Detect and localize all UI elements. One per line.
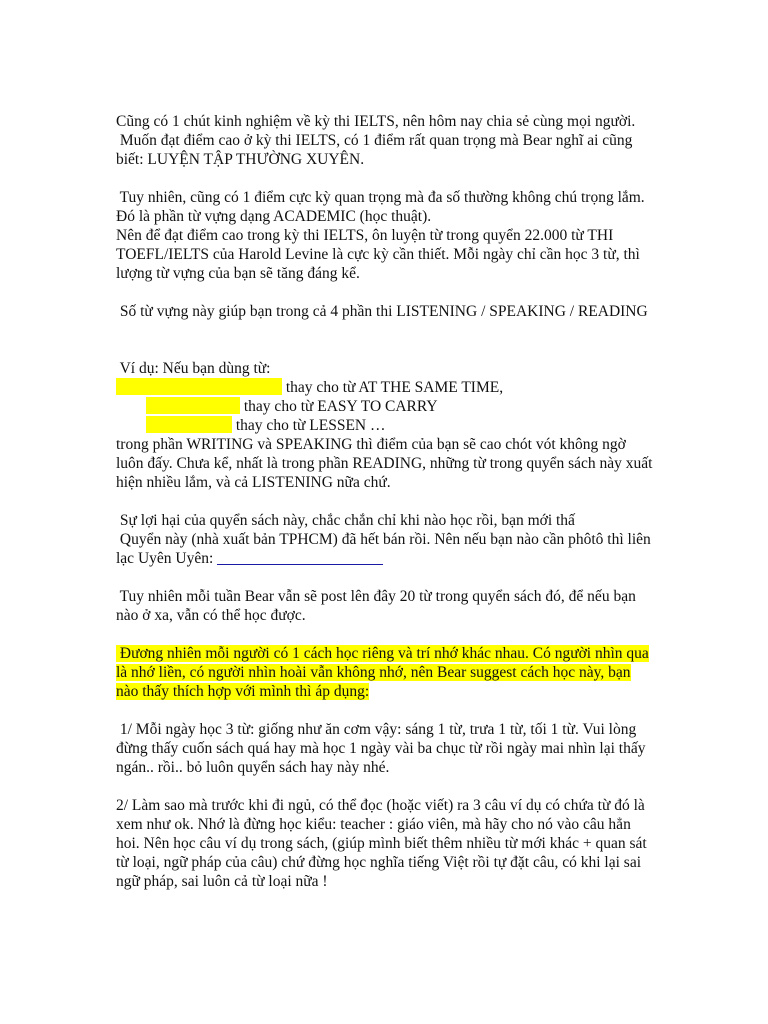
text-line: 2/ Làm sao mà trước khi đi ngủ, có thể đọc (hoặc viết) ra 3 câu ví dụ có chứa từ đó là [116, 797, 645, 814]
text-line: Đó là phần từ vựng dạng ACADEMIC (học thuật). [116, 208, 432, 225]
text-line: Tuy nhiên mỗi tuần Bear vẫn sẽ post lên đây 20 từ trong quyển sách đó, để nếu bạn [116, 588, 636, 605]
highlighted-line: Đương nhiên mỗi người có 1 cách học riêng và trí nhớ khác nhau. Có người nhìn qua [116, 645, 649, 662]
text-line: ngữ pháp, sai luôn cả từ loại nữa ! [116, 873, 328, 890]
highlighted-line: nào thấy thích hợp với mình thì áp dụng: [116, 683, 370, 700]
text-line: luôn đấy. Chưa kể, nhất là trong phần READING, những từ trong quyển sách này xuất [116, 455, 653, 472]
text-line: hoi. Nên học câu ví dụ trong sách, (giúp mình biết thêm nhiều từ mới khác + quan sát [116, 835, 647, 852]
text-line: từ loại, ngữ pháp của câu) chứ đừng học nghĩa tiếng Việt rồi tự đặt câu, có khi lại sai [116, 854, 642, 871]
text-line: đừng thấy cuốn sách quá hay mà học 1 ngày vài ba chục từ rồi ngày mai nhìn lại thấy [116, 740, 646, 757]
text-line: Số từ vựng này giúp bạn trong cả 4 phần thi LISTENING / SPEAKING / READING [116, 303, 648, 320]
text-line: nào ở xa, vẫn có thể học được. [116, 607, 306, 624]
paragraph-gap [116, 701, 746, 720]
paragraph-gap [116, 777, 746, 796]
text-line: Ví dụ: Nếu bạn dùng từ: [116, 360, 271, 377]
highlighted-blank [146, 416, 232, 433]
text-line: Nên để đạt điểm cao trong kỳ thi IELTS, ôn luyện từ trong quyển 22.000 từ THI [116, 227, 614, 244]
example-item: thay cho từ EASY TO CARRY [116, 397, 746, 416]
highlighted-blank [146, 397, 240, 414]
text-line: Quyển này (nhà xuất bản TPHCM) đã hết bán rồi. Nên nếu bạn nào cần phôtô thì liên [116, 531, 651, 548]
text-line: TOEFL/IELTS của Harold Levine là cực kỳ cần thiết. Mỗi ngày chỉ cần học 3 từ, thì [116, 246, 640, 263]
weekly-paragraph [116, 587, 746, 625]
paragraph-gap [116, 283, 746, 302]
benefit-paragraph [116, 511, 746, 568]
paragraph-gap [116, 169, 746, 188]
highlighted-blank [116, 378, 282, 395]
example-item: thay cho từ AT THE SAME TIME, [116, 378, 746, 397]
contact-line: lạc Uyên Uyên: [116, 549, 746, 568]
text-line: ngán.. rồi.. bỏ luôn quyển sách hay này nhé. [116, 759, 390, 776]
paragraph-gap [116, 340, 746, 359]
document-body [116, 112, 746, 891]
text-line: Sự lợi hại của quyển sách này, chắc chắn chỉ khi nào học rồi, bạn mới thấ [116, 512, 575, 529]
text-line: xem như ok. Nhớ là đừng học kiểu: teacher : giáo viên, mà hãy cho nó vào câu hẳn [116, 816, 631, 833]
intro-paragraph [116, 112, 746, 169]
tip1-paragraph [116, 720, 746, 777]
text-line: Cũng có 1 chút kinh nghiệm về kỳ thi IELTS, nên hôm nay chia sẻ cùng mọi người. [116, 113, 636, 130]
paragraph-gap [116, 625, 746, 644]
text-line: hiện nhiều lắm, và cả LISTENING nữa chứ. [116, 474, 391, 491]
skills-paragraph [116, 302, 746, 321]
text-line: Muốn đạt điểm cao ở kỳ thi IELTS, có 1 điểm rất quan trọng mà Bear nghĩ ai cũng [116, 132, 633, 149]
text-line: trong phần WRITING và SPEAKING thì điểm của bạn sẽ cao chót vót không ngờ [116, 436, 626, 453]
example-item: thay cho từ LESSEN … [116, 416, 746, 435]
example-paragraph [116, 359, 746, 492]
contact-link-underline[interactable] [217, 549, 383, 565]
method-paragraph [116, 644, 746, 701]
text-line: lượng từ vựng của bạn sẽ tăng đáng kể. [116, 265, 360, 282]
text-line: 1/ Mỗi ngày học 3 từ: giống như ăn cơm vậy: sáng 1 từ, trưa 1 từ, tối 1 từ. Vui lòng [116, 721, 637, 738]
paragraph-gap [116, 568, 746, 587]
tip2-paragraph [116, 796, 746, 891]
paragraph-gap [116, 492, 746, 511]
text-line: biết: LUYỆN TẬP THƯỜNG XUYÊN. [116, 151, 365, 168]
vocab-paragraph [116, 188, 746, 283]
text-line: Tuy nhiên, cũng có 1 điểm cực kỳ quan trọng mà đa số thường không chú trọng lắm. [116, 189, 645, 206]
highlighted-line: là nhớ liền, có người nhìn hoài vẫn không nhớ, nên Bear suggest cách học này, bạn [116, 664, 631, 681]
paragraph-gap [116, 321, 746, 340]
